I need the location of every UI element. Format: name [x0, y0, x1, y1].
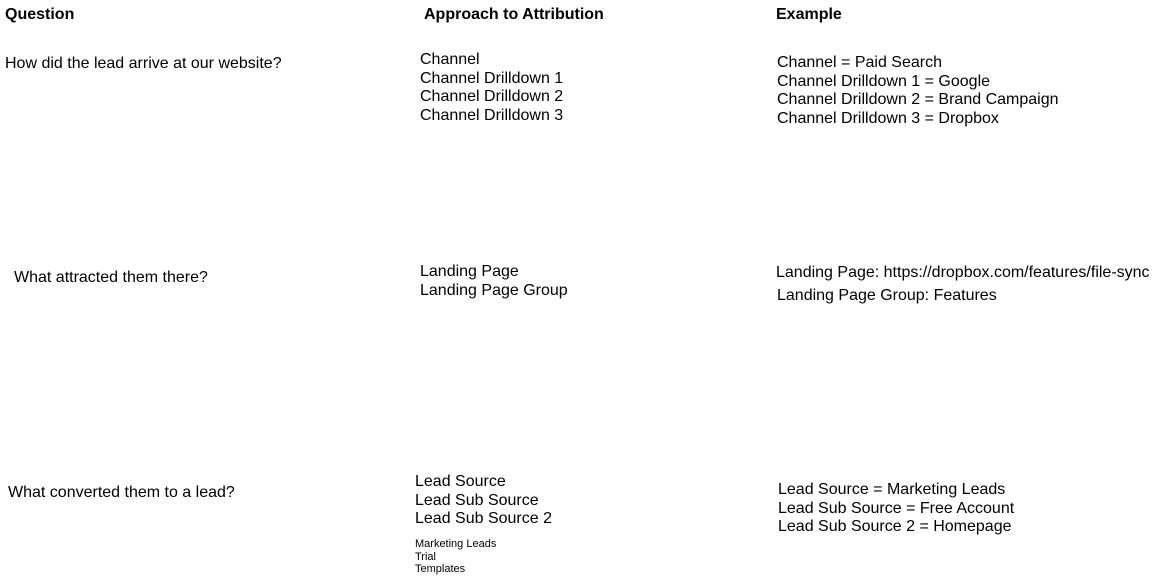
row2-question: What attracted them there?: [14, 269, 208, 286]
row3-example-item: Lead Sub Source 2 = Homepage: [778, 518, 1012, 535]
header-question: Question: [5, 6, 75, 23]
row1-example-list: [777, 54, 1059, 128]
row3-question: What converted them to a lead?: [8, 484, 235, 501]
row2-example-item: Landing Page Group: Features: [777, 287, 997, 304]
header-example: Example: [776, 6, 842, 23]
row3-approach-value: Templates: [415, 563, 466, 575]
row3-example-item: Lead Source = Marketing Leads: [778, 481, 1006, 498]
row1-example-item: Channel Drilldown 3 = Dropbox: [777, 109, 999, 127]
row2-approach-item: Landing Page: [420, 263, 519, 280]
row2-approach-list: [420, 263, 568, 300]
row2-approach-item: Landing Page Group: [420, 281, 568, 299]
row3-approach-item: Lead Source: [415, 473, 506, 490]
row1-approach-item: Channel: [420, 51, 480, 68]
row1-approach-list: [420, 51, 563, 125]
row3-approach-item: Lead Sub Source: [415, 491, 539, 509]
row1-example-item: Channel = Paid Search: [777, 54, 942, 71]
row1-approach-item: Channel Drilldown 2: [420, 88, 564, 105]
row2-example-item: Landing Page: https://dropbox.com/features/file-sync: [776, 264, 1150, 281]
row1-example-item: Channel Drilldown 2 = Brand Campaign: [777, 91, 1059, 108]
row3-approach-values: [415, 538, 496, 576]
row3-example-list: [778, 481, 1014, 537]
row1-approach-item: Channel Drilldown 3: [420, 106, 564, 124]
row3-approach-value: Trial: [415, 550, 436, 563]
header-approach: Approach to Attribution: [424, 6, 604, 23]
row3-approach-value: Marketing Leads: [415, 538, 497, 550]
row1-question: How did the lead arrive at our website?: [5, 55, 282, 72]
row1-example-item: Channel Drilldown 1 = Google: [777, 72, 991, 90]
row3-approach-list: [415, 473, 552, 529]
row3-example-item: Lead Sub Source = Free Account: [778, 499, 1015, 517]
row3-approach-item: Lead Sub Source 2: [415, 510, 552, 527]
row1-approach-item: Channel Drilldown 1: [420, 69, 564, 87]
